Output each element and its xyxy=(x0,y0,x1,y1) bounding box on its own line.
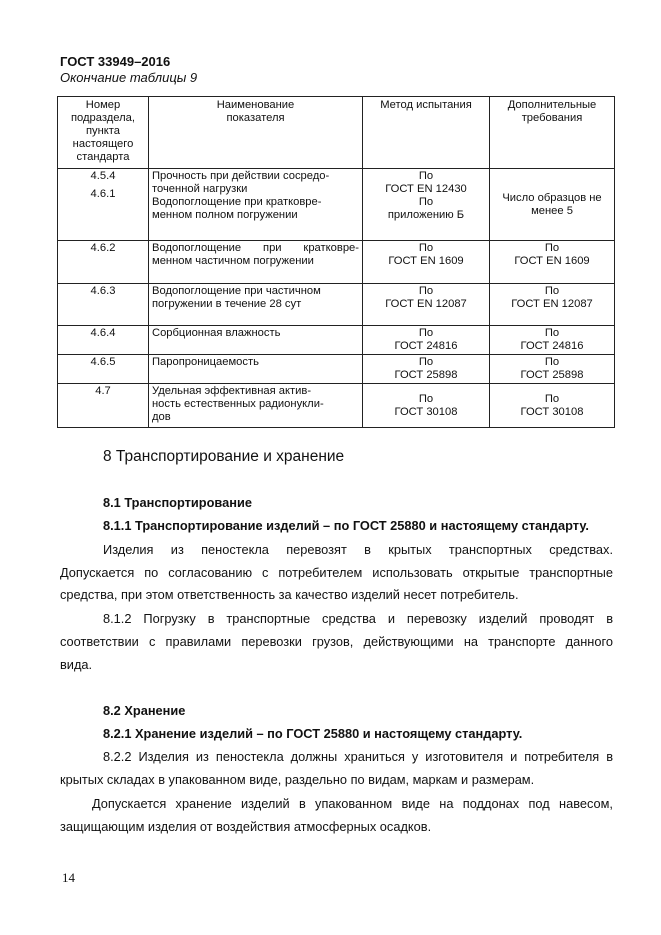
clause-8-2-2-line: 8.2.2 Изделия из пеностекла должны храниться у изготовителя и потребителя в xyxy=(103,749,613,764)
cell-indicator: Удельная эффективная актив- ность естественных радионукли- дов xyxy=(149,384,363,428)
cell-method: По ГОСТ EN 12430 По приложению Б xyxy=(363,169,490,241)
table-9 xyxy=(57,96,615,428)
clause-8-1-2-line: соответствии с правилами перевозки грузов, действующими на транспорте данного xyxy=(60,634,613,649)
cell-extra: По ГОСТ EN 12087 xyxy=(490,284,615,326)
cell-extra: По ГОСТ 30108 xyxy=(490,384,615,428)
section-8-2-title: 8.2 Хранение xyxy=(103,703,186,718)
cell-method: По ГОСТ 30108 xyxy=(363,384,490,428)
cell-extra: По ГОСТ 25898 xyxy=(490,355,615,384)
cell-indicator: Паропроницаемость xyxy=(149,355,363,384)
cell-indicator: Водопоглощение при частичном погружении в течение 28 сут xyxy=(149,284,363,326)
clause-8-2-1: 8.2.1 Хранение изделий – по ГОСТ 25880 и настоящему стандарту. xyxy=(103,726,523,741)
document-code: ГОСТ 33949–2016 xyxy=(60,54,171,69)
table-row xyxy=(58,384,615,428)
clause-8-1-2-line: вида. xyxy=(60,657,93,672)
clause-8-2-2-line: крытых складах в упакованном виде, раздельно по видам, маркам и размерам. xyxy=(60,772,535,787)
paragraph-line: защищающим изделия от воздействия атмосферных осадков. xyxy=(60,819,432,834)
cell-section-number: 4.5.4 4.6.1 xyxy=(58,169,149,241)
table-row xyxy=(58,326,615,355)
table-row xyxy=(58,169,615,241)
clause-8-1-1: 8.1.1 Транспортирование изделий – по ГОСТ 25880 и настоящему стандарту. xyxy=(103,518,589,533)
cell-section-number: 4.6.3 xyxy=(58,284,149,326)
table-header-row xyxy=(58,97,615,169)
cell-method: По ГОСТ EN 1609 xyxy=(363,241,490,284)
table-row xyxy=(58,355,615,384)
col-header-method: Метод испытания xyxy=(363,97,490,169)
table-row xyxy=(58,284,615,326)
table-continuation-caption: Окончание таблицы 9 xyxy=(60,70,198,85)
paragraph-line: Допускается хранение изделий в упакованном виде на поддонах под навесом, xyxy=(92,796,613,811)
paragraph-line: средства, при этом ответственность за качество изделий несет потребитель. xyxy=(60,587,519,602)
cell-indicator: Сорбционная влажность xyxy=(149,326,363,355)
cell-section-number: 4.6.4 xyxy=(58,326,149,355)
col-header-section: Номер подраздела, пункта настоящего стандарта xyxy=(58,97,149,169)
section-8-1-title: 8.1 Транспортирование xyxy=(103,495,252,510)
section-8-title: 8 Транспортирование и хранение xyxy=(103,448,345,465)
cell-extra: По ГОСТ EN 1609 xyxy=(490,241,615,284)
col-header-extra: Дополнительные требования xyxy=(490,97,615,169)
cell-section-number: 4.7 xyxy=(58,384,149,428)
cell-section-number: 4.6.5 xyxy=(58,355,149,384)
page-number: 14 xyxy=(62,870,75,885)
cell-section-number: 4.6.2 xyxy=(58,241,149,284)
cell-indicator: Водопоглощение при кратковре- менном частичном погружении xyxy=(149,241,363,284)
col-header-indicator: Наименование показателя xyxy=(149,97,363,169)
cell-method: По ГОСТ 25898 xyxy=(363,355,490,384)
paragraph-line: Допускается по согласованию с потребителем использовать открытые транспортные xyxy=(60,565,613,580)
cell-method: По ГОСТ EN 12087 xyxy=(363,284,490,326)
cell-method: По ГОСТ 24816 xyxy=(363,326,490,355)
clause-8-1-2-line: 8.1.2 Погрузку в транспортные средства и перевозку изделий проводят в xyxy=(103,611,613,626)
cell-extra-merged: Число образцов не менее 5 xyxy=(490,169,615,241)
paragraph-line: Изделия из пеностекла перевозят в крытых транспортных средствах. xyxy=(103,542,613,557)
table-row xyxy=(58,241,615,284)
cell-extra: По ГОСТ 24816 xyxy=(490,326,615,355)
cell-indicator: Прочность при действии сосредо- точенной нагрузки Водопоглощение при кратковре- менном полном погружении xyxy=(149,169,363,241)
